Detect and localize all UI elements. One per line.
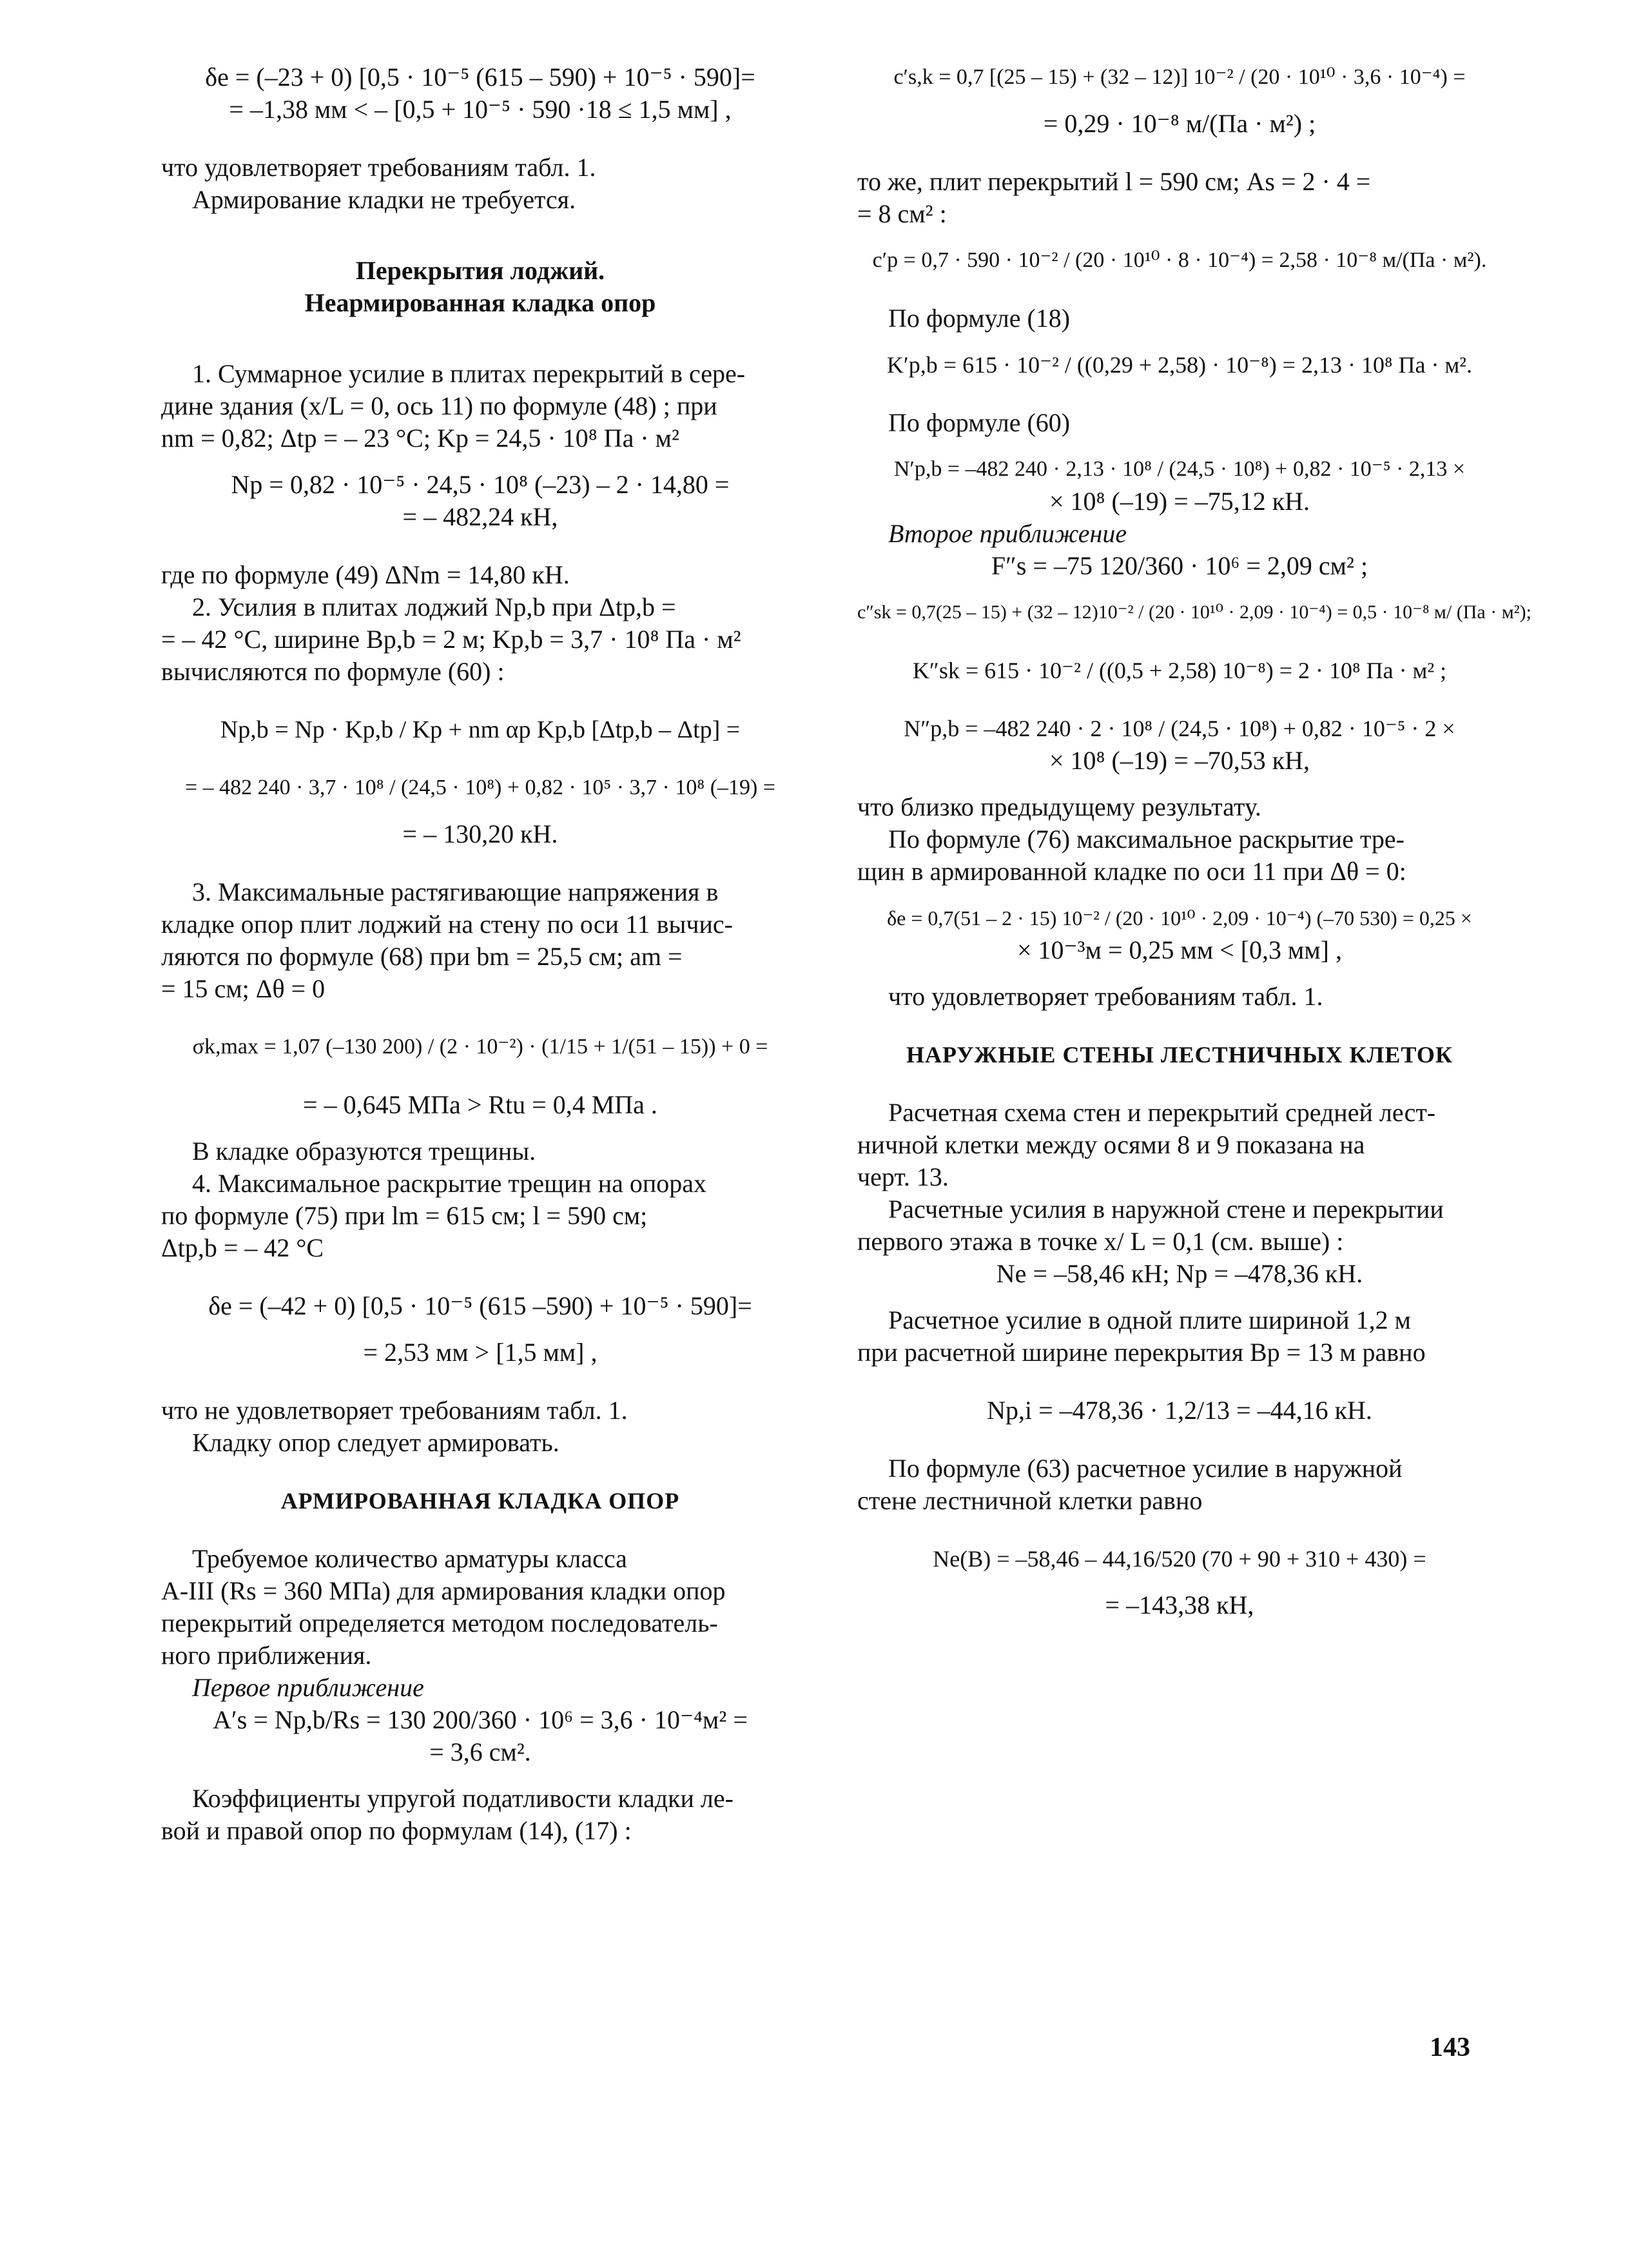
text-line: 4. Максимальное раскрытие трещин на опорах bbox=[192, 1169, 707, 1198]
text-line: = 15 см; Δθ = 0 bbox=[161, 974, 326, 1003]
formula-line: = –1,38 мм < – [0,5 + 10⁻⁵ · 590 ·18 ≤ 1,5 мм] , bbox=[229, 95, 732, 124]
formula-line: c″sk = 0,7(25 – 15) + (32 – 12)10⁻² / (20 · 10¹⁰ · 2,09 · 10⁻⁴) = 0,5 · 10⁻⁸ м/ (Па · м²); bbox=[857, 601, 1532, 623]
text-line: ничной клетки между осями 8 и 9 показана на bbox=[857, 1130, 1365, 1159]
text-line: По формуле (18) bbox=[888, 304, 1071, 333]
text-line: = 8 см² : bbox=[857, 199, 947, 228]
formula-line: = 3,6 см². bbox=[429, 1737, 531, 1766]
text-line: кладке опор плит лоджий на стену по оси 11 вычис- bbox=[161, 910, 733, 939]
text-line: щин в армированной кладке по оси 11 при Δθ = 0: bbox=[857, 857, 1406, 886]
text-line: Коэффициенты упругой податливости кладки ле- bbox=[192, 1784, 734, 1813]
formula-line: × 10⁻³м = 0,25 мм < [0,3 мм] , bbox=[1017, 935, 1342, 964]
text-line: при расчетной ширине перекрытия Bp = 13 м равно bbox=[857, 1338, 1426, 1367]
text-line: стене лестничной клетки равно bbox=[857, 1486, 1203, 1515]
text-line: что удовлетворяет требованиям табл. 1. bbox=[161, 153, 596, 182]
italic-subheading: Второе приближение bbox=[888, 519, 1127, 548]
formula-line: = – 130,20 кН. bbox=[402, 819, 558, 848]
section-heading: АРМИРОВАННАЯ КЛАДКА ОПОР bbox=[280, 1488, 680, 1514]
formula-line: = – 482,24 кН, bbox=[402, 502, 558, 531]
formula-line: δe = (–42 + 0) [0,5 · 10⁻⁵ (615 –590) + 10⁻⁵ · 590]= bbox=[208, 1291, 752, 1320]
text-line: Δtp,b = – 42 °C bbox=[161, 1233, 324, 1262]
formula-line: c′s,k = 0,7 [(25 – 15) + (32 – 12)] 10⁻² / (20 · 10¹⁰ · 3,6 · 10⁻⁴) = bbox=[893, 65, 1466, 89]
formula-line: F″s = –75 120/360 · 10⁶ = 2,09 см² ; bbox=[991, 551, 1368, 580]
right-column bbox=[857, 61, 1532, 1621]
page-number: 143 bbox=[1430, 2033, 1470, 2062]
text-line: Армирование кладки не требуется. bbox=[192, 185, 576, 214]
formula-line: c′p = 0,7 · 590 · 10⁻² / (20 · 10¹⁰ · 8 · 10⁻⁴) = 2,58 · 10⁻⁸ м/(Па · м²). bbox=[872, 248, 1487, 272]
italic-subheading: Первое приближение bbox=[192, 1673, 424, 1702]
left-column bbox=[161, 61, 799, 1847]
formula-line: δe = (–23 + 0) [0,5 · 10⁻⁵ (615 – 590) + 10⁻⁵ · 590]= bbox=[205, 63, 755, 92]
text-line: по формуле (75) при lm = 615 см; l = 590 см; bbox=[161, 1201, 648, 1230]
formula-line: δe = 0,7(51 – 2 · 15) 10⁻² / (20 · 10¹⁰ · 2,09 · 10⁻⁴) (–70 530) = 0,25 × bbox=[887, 906, 1472, 930]
text-line: вычисляются по формуле (60) : bbox=[161, 657, 505, 686]
formula-line: × 10⁸ (–19) = –75,12 кН. bbox=[1049, 487, 1310, 516]
text-line: что удовлетворяет требованиям табл. 1. bbox=[888, 982, 1323, 1011]
formula-line: Np,i = –478,36 · 1,2/13 = –44,16 кН. bbox=[987, 1396, 1372, 1425]
text-line: По формуле (63) расчетное усилие в наружной bbox=[888, 1454, 1403, 1483]
text-line: что близко предыдущему результату. bbox=[857, 792, 1261, 821]
text-line: ного приближения. bbox=[161, 1641, 372, 1670]
formula-line: Np = 0,82 · 10⁻⁵ · 24,5 · 10⁸ (–23) – 2 · 14,80 = bbox=[231, 470, 730, 499]
formula-line: × 10⁸ (–19) = –70,53 кН, bbox=[1049, 746, 1310, 775]
formula-line: N′p,b = –482 240 · 2,13 · 10⁸ / (24,5 · 10⁸) + 0,82 · 10⁻⁵ · 2,13 × bbox=[893, 457, 1466, 481]
text-line: где по формуле (49) ΔNm = 14,80 кН. bbox=[161, 560, 570, 589]
text-line: По формуле (60) bbox=[888, 408, 1071, 437]
section-heading: НАРУЖНЫЕ СТЕНЫ ЛЕСТНИЧНЫХ КЛЕТОК bbox=[906, 1042, 1453, 1068]
formula-line: A′s = Np,b/Rs = 130 200/360 · 10⁶ = 3,6 · 10⁻⁴м² = bbox=[213, 1705, 748, 1734]
section-subheading: Неармированная кладка опор bbox=[304, 288, 656, 317]
formula-line: K″sk = 615 · 10⁻² / ((0,5 + 2,58) 10⁻⁸) = 2 · 10⁸ Па · м² ; bbox=[912, 658, 1447, 683]
formula-line: N″p,b = –482 240 · 2 · 10⁸ / (24,5 · 10⁸) + 0,82 · 10⁻⁵ · 2 × bbox=[904, 716, 1455, 741]
text-line: Расчетные усилия в наружной стене и перекрытии bbox=[888, 1195, 1444, 1224]
formula-line: Np,b = Np · Kp,b / Kp + nm αp Kp,b [Δtp,b – Δtp] = bbox=[220, 716, 741, 743]
formula-line: = –143,38 кН, bbox=[1105, 1590, 1254, 1619]
formula-line: K′p,b = 615 · 10⁻² / ((0,29 + 2,58) · 10⁻⁸) = 2,13 · 10⁸ Па · м². bbox=[886, 352, 1473, 378]
text-line: что не удовлетворяет требованиям табл. 1. bbox=[161, 1396, 628, 1425]
text-line: то же, плит перекрытий l = 590 см; As = 2 · 4 = bbox=[857, 167, 1371, 196]
text-line: nm = 0,82; Δtp = – 23 °C; Kp = 24,5 · 10⁸ Па · м² bbox=[161, 424, 679, 453]
text-line: черт. 13. bbox=[857, 1162, 949, 1191]
text-line: В кладке образуются трещины. bbox=[192, 1137, 536, 1166]
formula-line: σk,max = 1,07 (–130 200) / (2 · 10⁻²) · (1/15 + 1/(51 – 15)) + 0 = bbox=[192, 1035, 768, 1059]
text-line: Требуемое количество арматуры класса bbox=[192, 1544, 627, 1573]
text-line: 2. Усилия в плитах лоджий Np,b при Δtp,b = bbox=[192, 592, 676, 621]
text-line: вой и правой опор по формулам (14), (17) : bbox=[161, 1816, 632, 1845]
section-heading: Перекрытия лоджий. bbox=[355, 256, 605, 285]
text-line: перекрытий определяется методом последователь- bbox=[161, 1608, 718, 1637]
formula-line: = 2,53 мм > [1,5 мм] , bbox=[363, 1338, 598, 1367]
formula-line: Ne = –58,46 кН; Np = –478,36 кН. bbox=[996, 1259, 1363, 1288]
text-line: A-III (Rs = 360 МПа) для армирования кладки опор bbox=[161, 1576, 726, 1605]
formula-line: = – 0,645 МПа > Rtu = 0,4 МПа . bbox=[303, 1090, 657, 1119]
text-line: Кладку опор следует армировать. bbox=[192, 1428, 559, 1457]
text-line: По формуле (76) максимальное раскрытие тре- bbox=[888, 825, 1404, 854]
text-line: Расчетная схема стен и перекрытий средней лест- bbox=[888, 1098, 1436, 1127]
text-line: 3. Максимальные растягивающие напряжения в bbox=[192, 877, 719, 906]
text-line: первого этажа в точке x/ L = 0,1 (см. выше) : bbox=[857, 1227, 1344, 1256]
text-line: дине здания (x/L = 0, ось 11) по формуле (48) ; при bbox=[161, 391, 717, 420]
text-line: Расчетное усилие в одной плите шириной 1,2 м bbox=[888, 1305, 1411, 1334]
text-line: ляются по формуле (68) при bm = 25,5 см; am = bbox=[161, 942, 683, 971]
formula-line: Ne(B) = –58,46 – 44,16/520 (70 + 90 + 310 + 430) = bbox=[933, 1546, 1426, 1572]
formula-line: = – 482 240 · 3,7 · 10⁸ / (24,5 · 10⁸) + 0,82 · 10⁵ · 3,7 · 10⁸ (–19) = bbox=[184, 776, 776, 799]
formula-line: = 0,29 · 10⁻⁸ м/(Па · м²) ; bbox=[1043, 109, 1316, 138]
text-line: 1. Суммарное усилие в плитах перекрытий в сере- bbox=[192, 359, 746, 388]
text-line: = – 42 °С, ширине Bp,b = 2 м; Kp,b = 3,7 · 10⁸ Па · м² bbox=[161, 625, 741, 654]
